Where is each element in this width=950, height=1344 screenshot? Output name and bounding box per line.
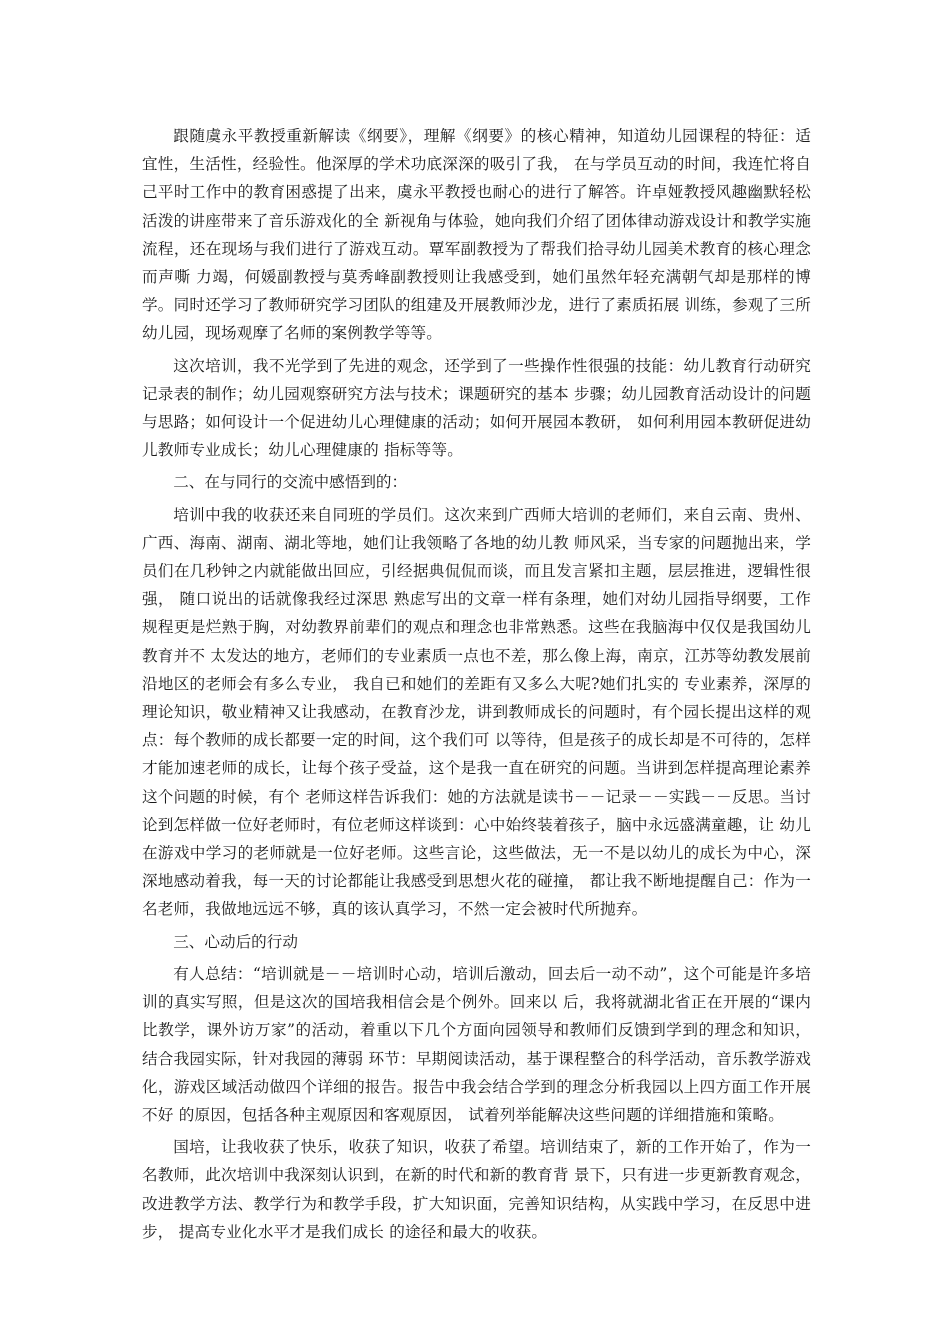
section-heading-action: 三、心动后的行动 bbox=[173, 932, 298, 951]
paragraph-conclusion: 国培，让我收获了快乐，收获了知识，收获了希望。培训结束了，新的工作开始了，作为一名教师，此次培训中我深刻认识到，在新的时代和新的教育背 景下，只有进一步更新教育观念，改进教学方法、教学行为和教学手段，扩大知识面，完善知识结构，从实践中学习，在反思中进步， 提高专业化水平才是我们成长 的途径和最大的收获。 bbox=[142, 1138, 811, 1241]
paragraph-training-content: 跟随虞永平教授重新解读《纲要》，理解《纲要》的核心精神，知道幼儿园课程的特征：适宜性，生活性，经验性。他深厚的学术功底深深的吸引了我， 在与学员互动的时间，我连忙将自己平时工作中的教育困惑提了出来，虞永平教授也耐心的进行了解答。许卓娅教授风趣幽默轻松活泼的讲座带来了音乐游戏化的全 新视角与体验，她向我们介绍了团体律动游戏设计和教学实施流程，还在现场与我们进行了游戏互动。覃军副教授为了帮我们拾寻幼儿园美术教育的核心理念而声嘶 力竭，何媛副教授与莫秀峰副教授则让我感受到，她们虽然年轻充满朝气却是那样的博学。同时还学习了教师研究学习团队的组建及开展教师沙龙，进行了素质拓展 训练，参观了三所幼儿园，现场观摩了名师的案例教学等等。 bbox=[142, 127, 811, 343]
section-heading-peer-exchange: 二、在与同行的交流中感悟到的： bbox=[173, 473, 408, 492]
paragraph-peer-learning: 培训中我的收获还来自同班的学员们。这次来到广西师大培训的老师们，来自云南、贵州、广西、海南、湖南、湖北等地，她们让我领略了各地的幼儿教 师风采，当专家的问题抛出来，学员们在几秒钟之内就能做出回应，引经据典侃侃而谈，而且发言紧扣主题，层层推进，逻辑性很强， 随口说出的话就像我经过深思 熟虑写出的文章一样有条理，她们对幼儿园指导纲要，工作规程更是烂熟于胸，对幼教界前辈们的观点和理念也非常熟悉。这些在我脑海中仅仅是我国幼儿教育并不 太发达的地方，老师们的专业素质一点也不差，那么像上海，南京，江苏等幼教发展前沿地区的老师会有多么专业， 我自已和她们的差距有又多么大呢?她们扎实的 专业素养，深厚的理论知识，敬业精神又让我感动，在教育沙龙，讲到教师成长的问题时，有个园长提出这样的观点：每个教师的成长都要一定的时间，这个我们可 以等待，但是孩子的成长却是不可待的，怎样才能加速老师的成长，让每个孩子受益，这个是我一直在研究的问题。当讲到怎样提高理论素养这个问题的时候，有个 老师这样告诉我们：她的方法就是读书－－记录－－实践－－反思。当讨论到怎样做一位好老师时，有位老师这样谈到：心中始终装着孩子，脑中永远盛满童趣，让 幼儿在游戏中学习的老师就是一位好老师。这些言论，这些做法，无一不是以幼儿的成长为中心，深深地感动着我，每一天的讨论都能让我感受到思想火花的碰撞， 都让我不断地提醒自己：作为一名老师，我做地远远不够，真的该认真学习，不然一定会被时代所抛弃。 bbox=[142, 505, 811, 919]
document-body bbox=[142, 122, 811, 1250]
paragraph-action-plan: 有人总结：“培训就是－－培训时心动，培训后激动，回去后一动不动”，这个可能是许多培训的真实写照，但是这次的国培我相信会是个例外。回来以 后，我将就湖北省正在开展的“课内比教学，课外访万家”的活动，着重以下几个方面向园领导和教师们反馈到学到的理念和知识，结合我园实际，针对我园的薄弱 环节：早期阅读活动，基于课程整合的科学活动，音乐教学游戏化，游戏区域活动做四个详细的报告。报告中我会结合学到的理念分析我园以上四方面工作开展不好 的原因，包括各种主观原因和客观原因， 试着列举能解决这些问题的详细措施和策略。 bbox=[142, 964, 811, 1124]
paragraph-skills-learned: 这次培训，我不光学到了先进的观念，还学到了一些操作性很强的技能：幼儿教育行动研究记录表的制作；幼儿园观察研究方法与技术；课题研究的基本 步骤；幼儿园教育活动设计的问题与思路；如何设计一个促进幼儿心理健康的活动；如何开展园本教研， 如何利用园本教研促进幼儿教师专业成长；幼儿心理健康的 指标等等。 bbox=[142, 356, 811, 460]
